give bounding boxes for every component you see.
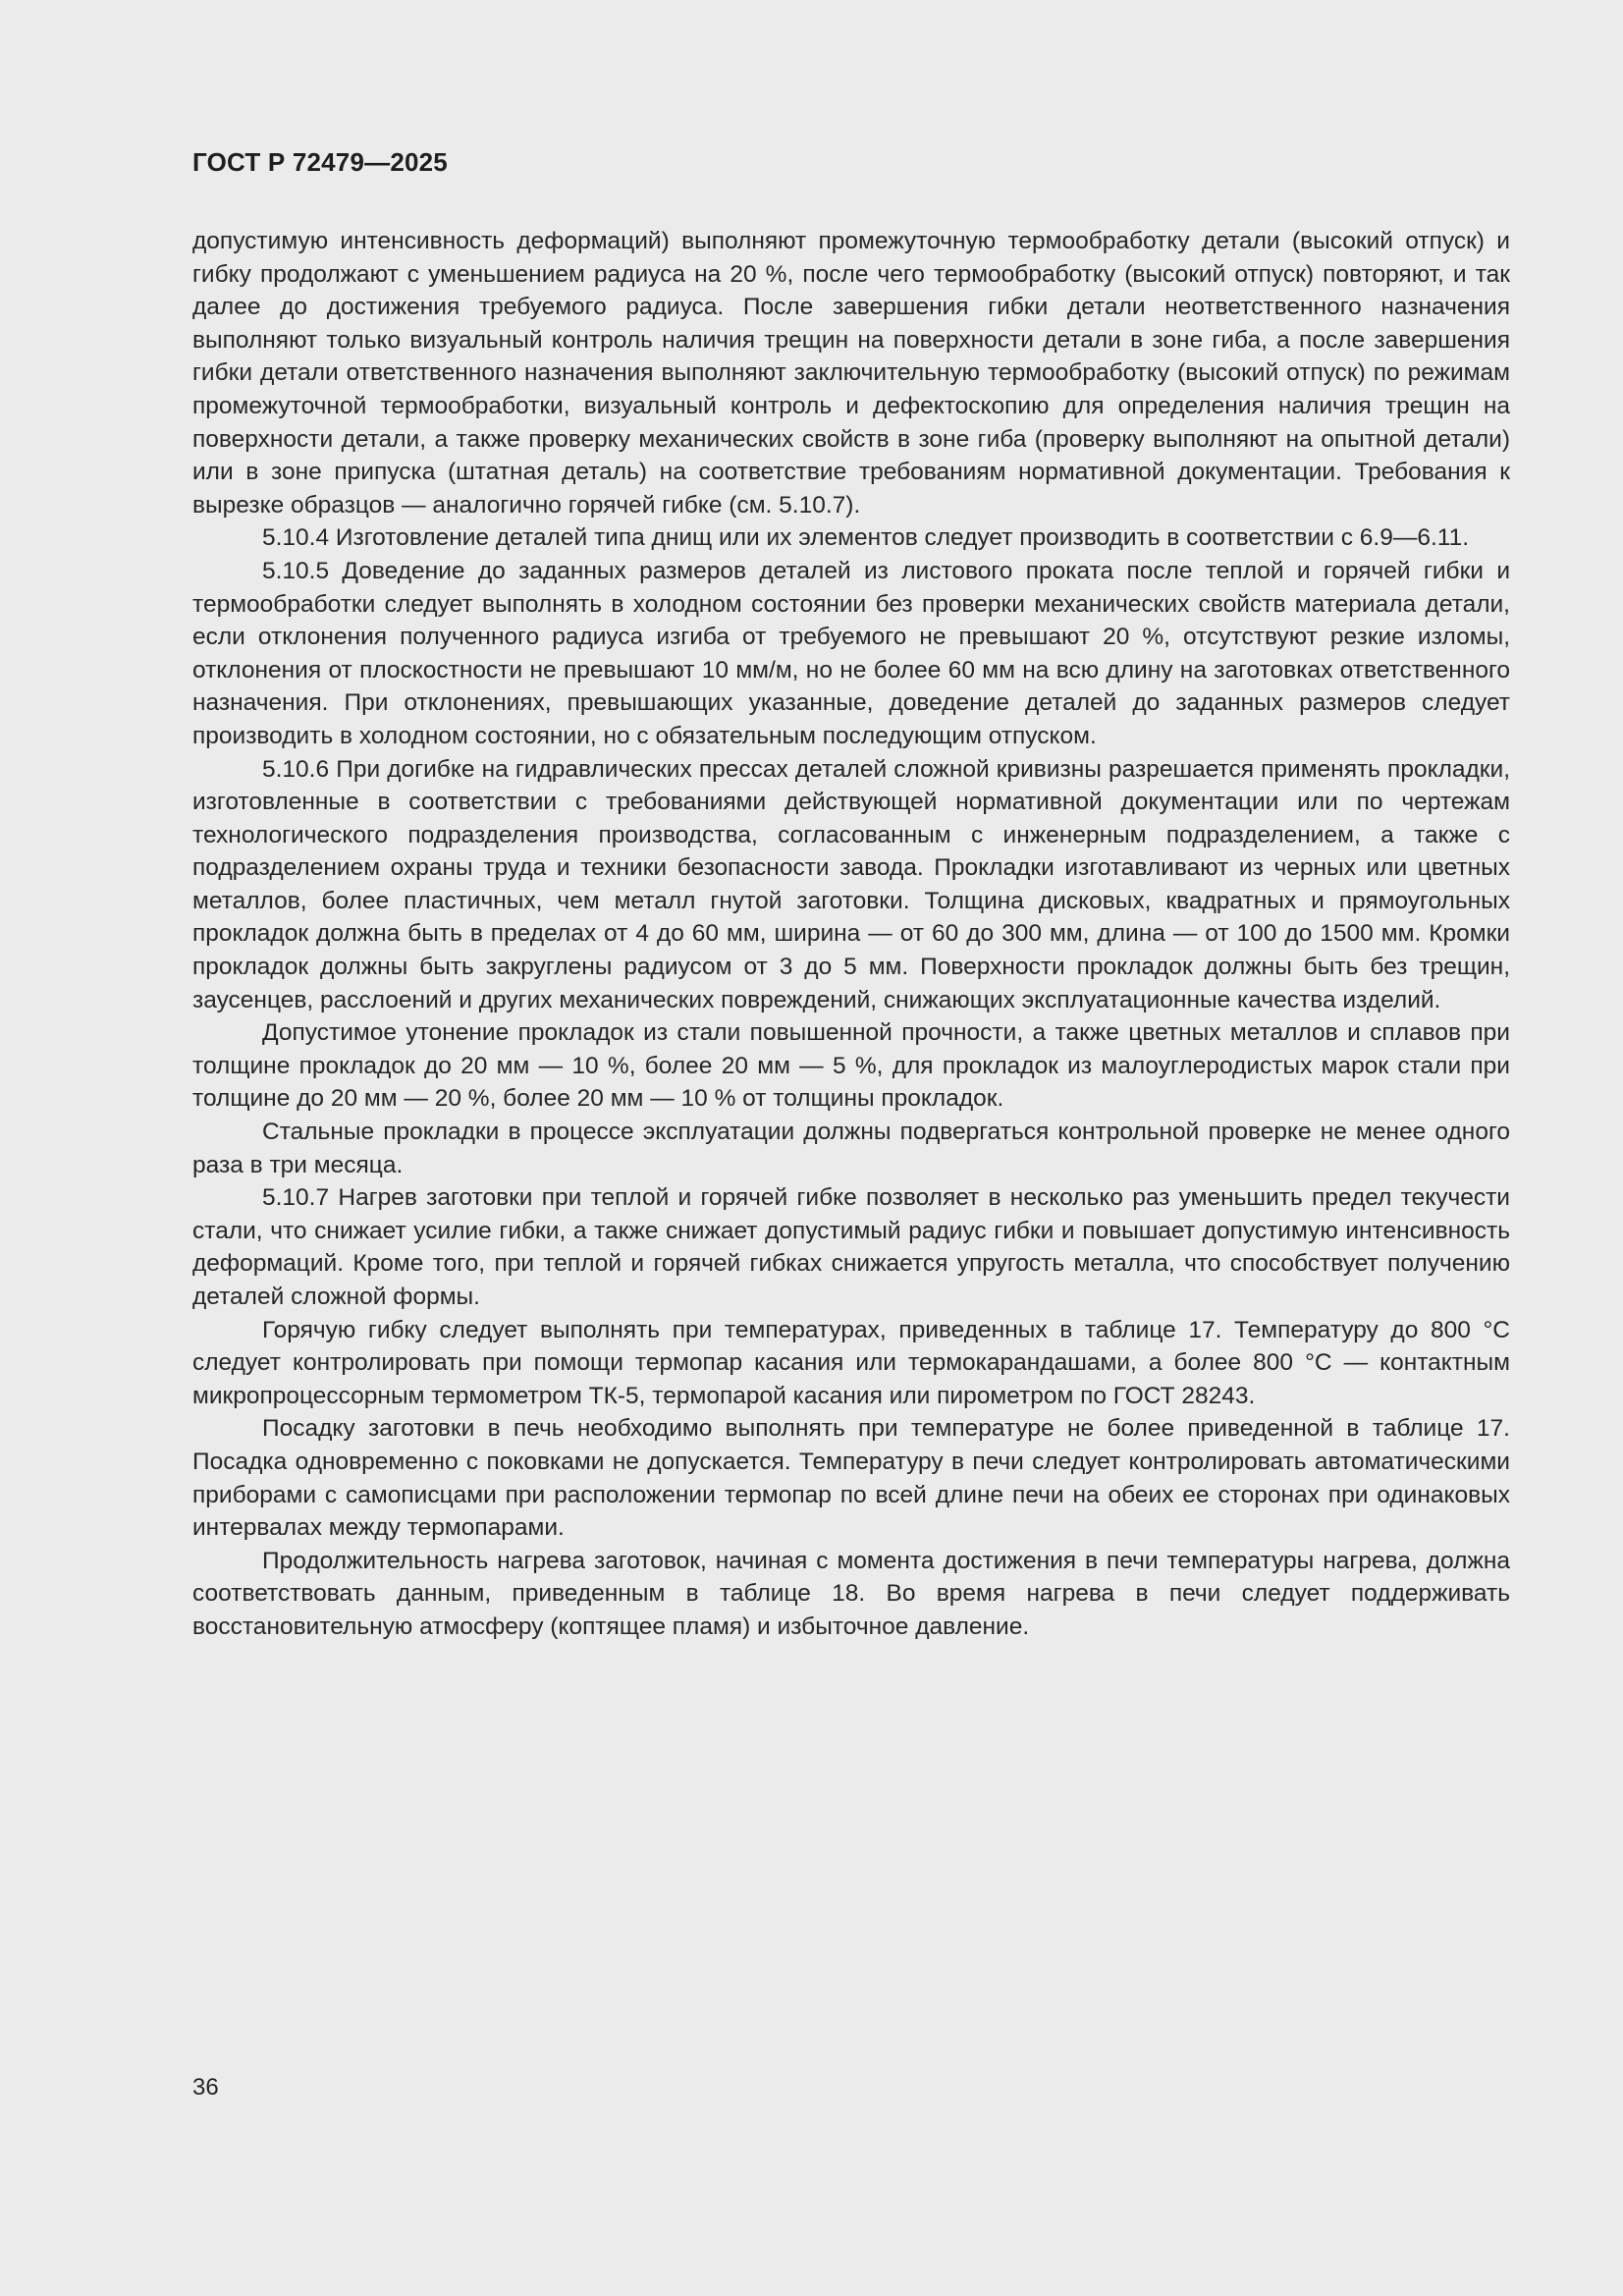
paragraph-steel-pads: Стальные прокладки в процессе эксплуатации должны подвергаться контрольной проверке не менее одного раза в три месяца.	[192, 1119, 1510, 1178]
paragraph-hot-bending: Горячую гибку следует выполнять при температурах, приведенных в таблице 17. Температуру до 800 °С следует контролировать при помощи термопар касания или термокарандашами, а более 800 °С — контактным микропроцессорным термометром ТК-5, термопарой касания или пирометром по ГОСТ 28243.	[192, 1316, 1510, 1409]
document-header: ГОСТ Р 72479—2025	[192, 147, 448, 177]
paragraph-furnace-loading: Посадку заготовки в печь необходимо выполнять при температуре не более приведенной в таблице 17. Посадка одновременно с поковками не допускается. Температуру в печи следует контролировать автоматическими приборами с самописцами при расположении термопар по всей длине печи на обеих ее сторонах при одинаковых интервалах между термопарами.	[192, 1415, 1510, 1542]
document-body	[192, 225, 1510, 1644]
paragraph-heating-duration: Продолжительность нагрева заготовок, начиная с момента достижения в печи температуры нагрева, должна соответствовать данным, приведенным в таблице 18. Во время нагрева в печи следует поддерживать восстановительную атмосферу (коптящее пламя) и избыточное давление.	[192, 1547, 1510, 1640]
paragraph-5-10-5: 5.10.5 Доведение до заданных размеров деталей из листового проката после теплой и горячей гибки и термообработки следует выполнять в холодном состоянии без проверки механических свойств материала детали, если отклонения полученного радиуса изгиба от требуемого не превышают 20 %, отсутствуют резкие изломы, отклонения от плоскостности не превышают 10 мм/м, но не более 60 мм на всю длину на заготовках ответственного назначения. При отклонениях, превышающих указанные, доведение деталей до заданных размеров следует производить в холодном состоянии, но с обязательным последующим отпуском.	[192, 557, 1510, 749]
paragraph-continuation: допустимую интенсивность деформаций) выполняют промежуточную термообработку детали (высокий отпуск) и гибку продолжают с уменьшением радиуса на 20 %, после чего термообработку (высокий отпуск) повторяют, и так далее до достижения требуемого радиуса. После завершения гибки детали неответственного назначения выполняют только визуальный контроль наличия трещин на поверхности детали в зоне гиба, а после завершения гибки детали ответственного назначения выполняют заключительную термообработку (высокий отпуск) по режимам промежуточной термообработки, визуальный контроль и дефектоскопию для определения наличия трещин на поверхности детали, а также проверку механических свойств в зоне гиба (проверку выполняют на опытной детали) или в зоне припуска (штатная деталь) на соответствие требованиям нормативной документации. Требования к вырезке образцов — аналогично горячей гибке (см. 5.10.7).	[192, 228, 1510, 519]
paragraph-5-10-7: 5.10.7 Нагрев заготовки при теплой и горячей гибке позволяет в несколько раз уменьшить предел текучести стали, что снижает усилие гибки, а также снижает допустимый радиус гибки и повышает допустимую интенсивность деформаций. Кроме того, при теплой и горячей гибках снижается упругость металла, что способствует получению деталей сложной формы.	[192, 1184, 1510, 1310]
paragraph-thinning: Допустимое утонение прокладок из стали повышенной прочности, а также цветных металлов и сплавов при толщине прокладок до 20 мм — 10 %, более 20 мм — 5 %, для прокладок из малоуглеродистых марок стали при толщине до 20 мм — 20 %, более 20 мм — 10 % от толщины прокладок.	[192, 1019, 1510, 1113]
page-number: 36	[192, 2074, 219, 2101]
paragraph-5-10-4: 5.10.4 Изготовление деталей типа днищ или их элементов следует производить в соответствии с 6.9—6.11.	[262, 524, 1470, 552]
paragraph-5-10-6: 5.10.6 При догибке на гидравлических прессах деталей сложной кривизны разрешается применять прокладки, изготовленные в соответствии с требованиями действующей нормативной документации или по чертежам технологического подразделения производства, согласованным с инженерным подразделением, а также с подразделением охраны труда и техники безопасности завода. Прокладки изготавливают из черных или цветных металлов, более пластичных, чем металл гнутой заготовки. Толщина дисковых, квадратных и прямоугольных прокладок должна быть в пределах от 4 до 60 мм, ширина — от 60 до 300 мм, длина — от 100 до 1500 мм. Кромки прокладок должны быть закруглены радиусом от 3 до 5 мм. Поверхности прокладок должны быть без трещин, заусенцев, расслоений и других механических повреждений, снижающих эксплуатационные качества изделий.	[192, 755, 1510, 1013]
